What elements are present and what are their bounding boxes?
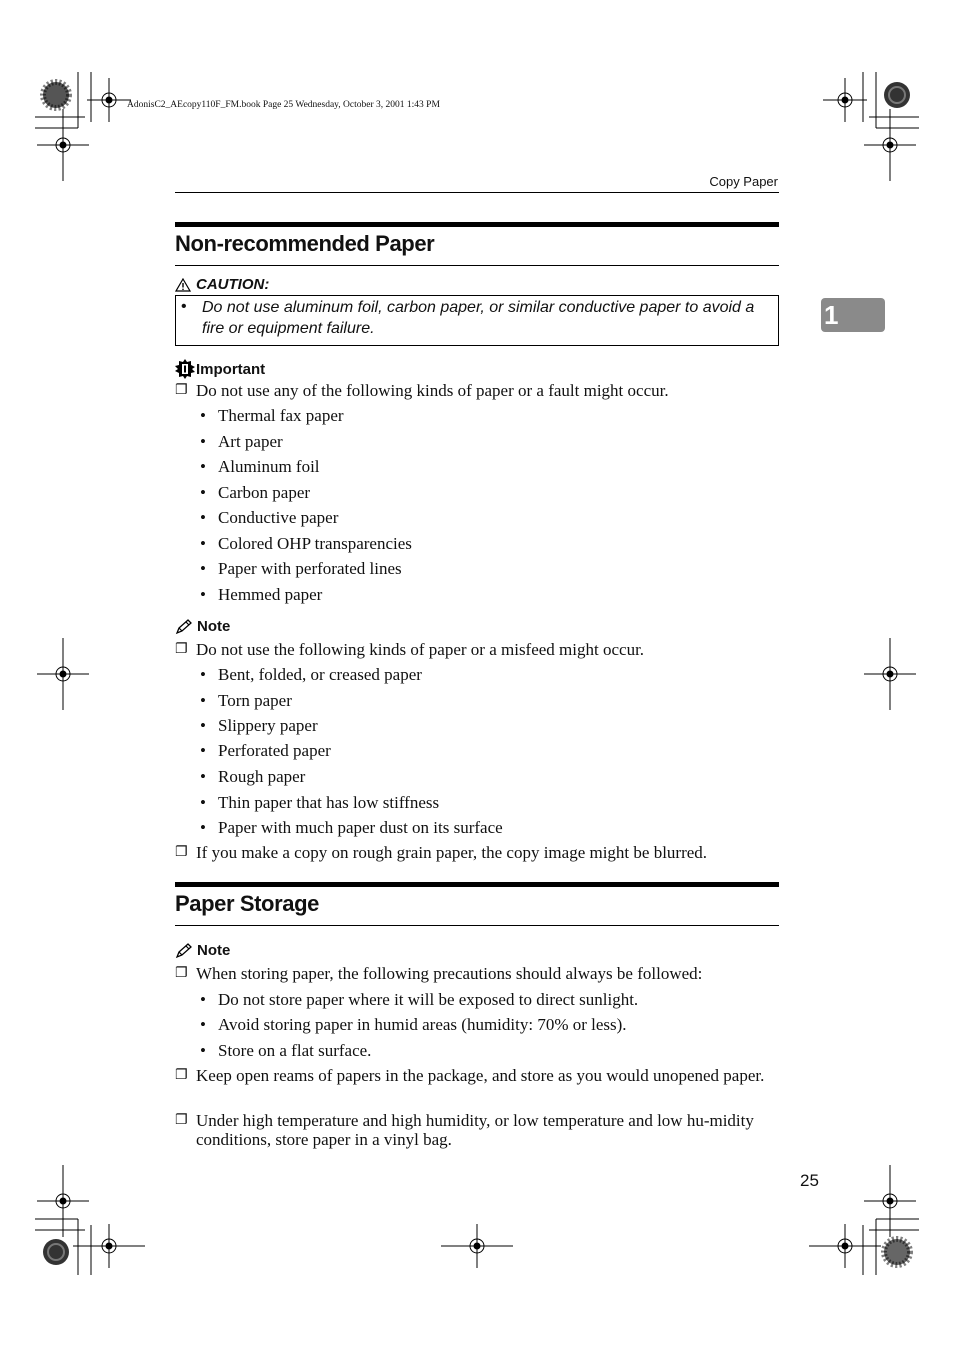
important-label-row <box>175 359 265 379</box>
important-badge-icon <box>175 359 195 379</box>
checkbox-icon: ❐ <box>175 1067 188 1083</box>
checkbox-icon: ❐ <box>175 844 188 860</box>
caution-box <box>175 295 779 346</box>
caution-label-row <box>175 276 269 293</box>
section-bottom-rule <box>175 265 779 266</box>
note-extra: Under high temperature and high humidity, or low temperature and low hu-midity conditions, store paper in a vinyl bag. <box>196 1111 754 1149</box>
note-extra: Keep open reams of papers in the package, and store as you would unopened paper. <box>196 1066 765 1085</box>
note-extra: If you make a copy on rough grain paper, the copy image might be blurred. <box>196 843 708 862</box>
checkbox-icon: ❐ <box>175 965 188 981</box>
note-label: Note <box>197 942 231 959</box>
pencil-icon <box>175 619 193 635</box>
header-rule <box>175 192 779 193</box>
note-intro: Do not use the following kinds of paper or a misfeed might occur. <box>196 640 645 659</box>
chapter-tab <box>821 298 885 332</box>
note-label: Note <box>197 618 231 635</box>
important-label: Important <box>196 360 266 378</box>
caution-bullet: • <box>181 298 187 315</box>
checkbox-icon: ❐ <box>175 641 188 657</box>
caution-label: CAUTION: <box>196 276 270 293</box>
chapter-number: 1 <box>824 300 839 330</box>
running-head: Copy Paper <box>709 174 778 189</box>
note-label-row <box>175 618 230 635</box>
important-intro: Do not use any of the following kinds of paper or a fault might occur. <box>196 381 669 400</box>
section-bottom-rule <box>175 925 779 926</box>
section-title: Paper Storage <box>175 891 319 916</box>
page-number: 25 <box>800 1171 819 1190</box>
caution-text: Do not use aluminum foil, carbon paper, or similar conductive paper to avoid a fire or equipment failure. <box>202 299 755 337</box>
section-title: Non-recommended Paper <box>175 231 435 256</box>
section-top-rule <box>175 882 779 887</box>
warning-triangle-icon <box>175 278 191 292</box>
note-label-row <box>175 942 230 959</box>
note-intro: When storing paper, the following precautions should always be followed: <box>196 964 703 983</box>
section-top-rule <box>175 222 779 227</box>
pencil-icon <box>175 943 193 959</box>
checkbox-icon: ❐ <box>175 1112 188 1128</box>
checkbox-icon: ❐ <box>175 382 188 398</box>
print-info: AdonisC2_AEcopy110F_FM.book Page 25 Wednesday, October 3, 2001 1:43 PM <box>127 100 440 110</box>
